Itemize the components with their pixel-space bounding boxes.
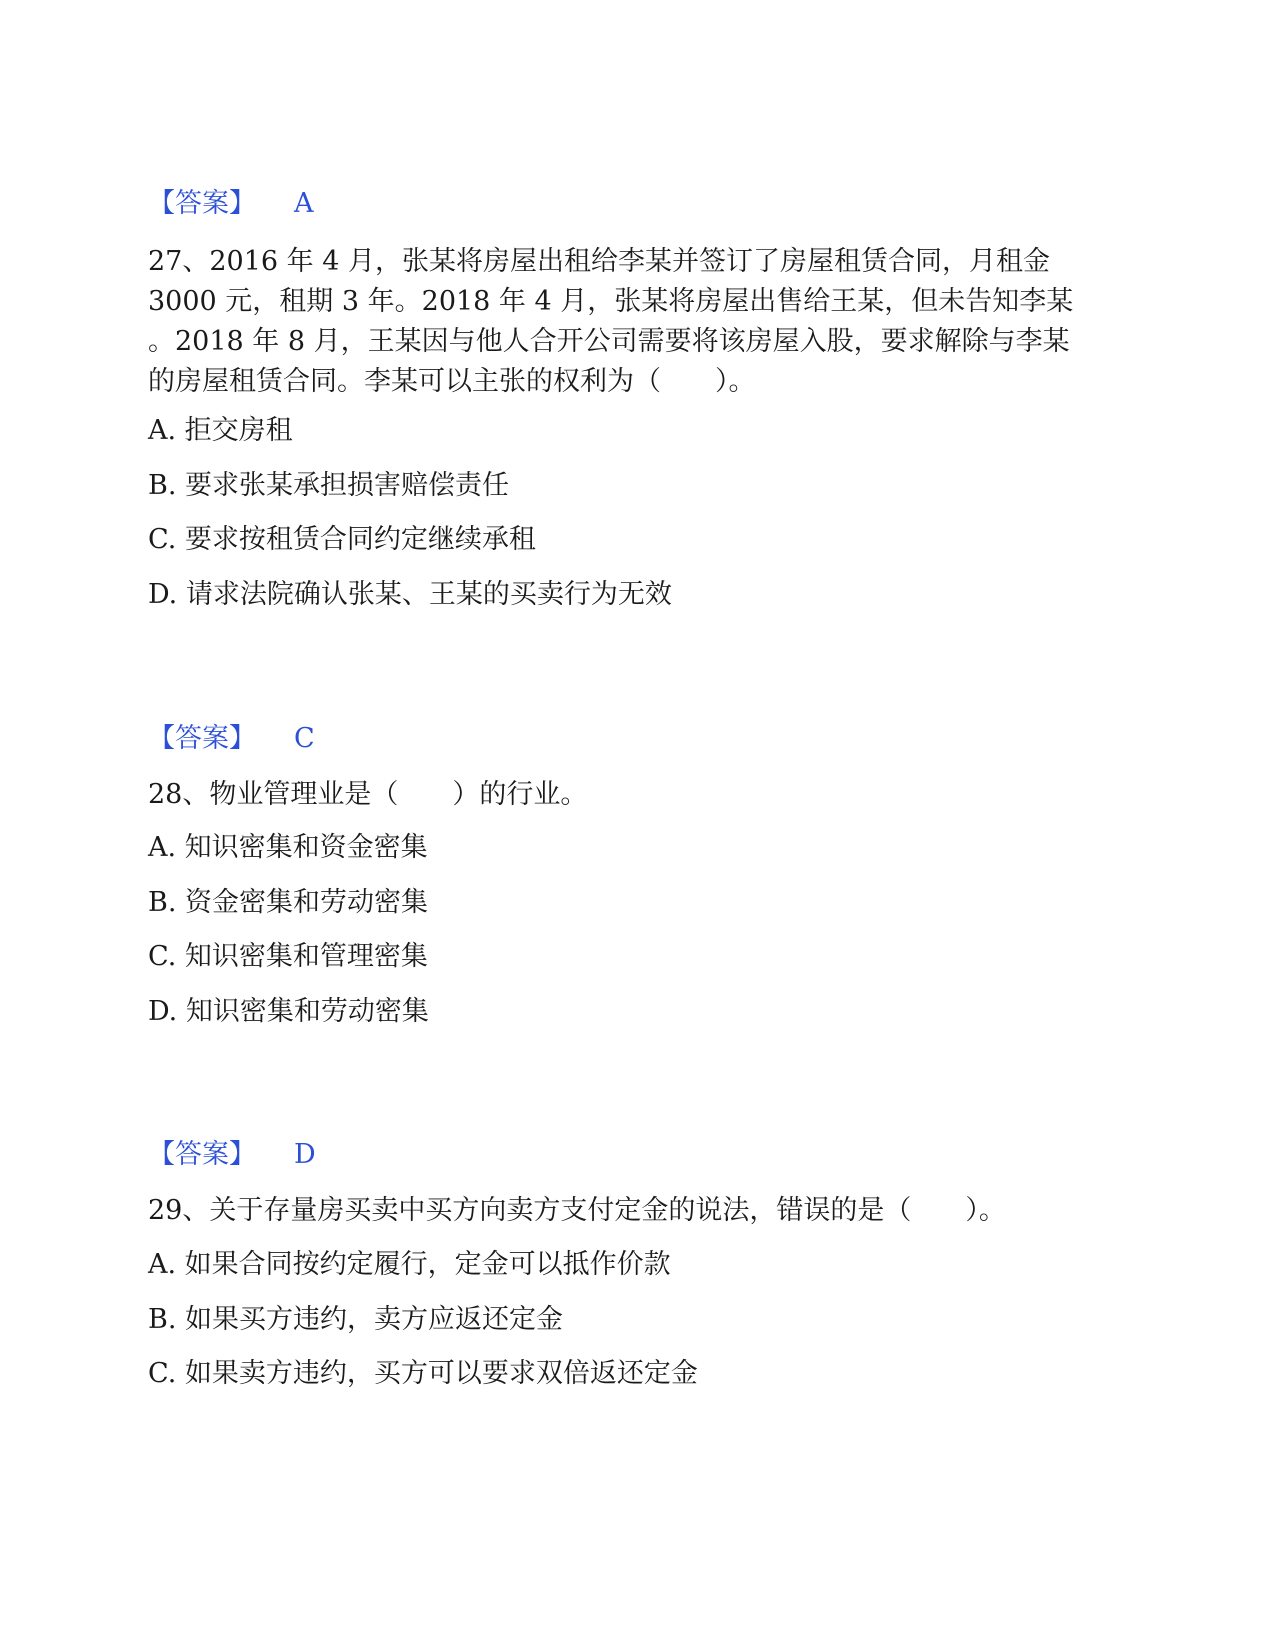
question-28-option-a: A. 知识密集和资金密集 — [148, 832, 428, 863]
answer-line — [148, 1137, 316, 1173]
question-28-option-c: C. 知识密集和管理密集 — [148, 941, 428, 972]
question-line: 3000 元，租期 3 年。2018 年 4 月，张某将房屋出售给王某，但未告知李某 — [148, 286, 1074, 317]
question-29-stem — [148, 1191, 1128, 1231]
question-line: 29、关于存量房买卖中买方向卖方支付定金的说法，错误的是（ ）。 — [148, 1195, 1006, 1226]
answer-line — [148, 186, 314, 222]
question-27-option-d: D. 请求法院确认张某、王某的买卖行为无效 — [148, 579, 672, 610]
question-27-option-a: A. 拒交房租 — [148, 415, 293, 446]
answer-value: A — [294, 188, 314, 219]
question-line: 28、物业管理业是（ ）的行业。 — [148, 779, 588, 810]
answer-label: 【答案】 — [148, 723, 256, 754]
answer-label: 【答案】 — [148, 188, 256, 219]
question-29-option-c: C. 如果卖方违约，买方可以要求双倍返还定金 — [148, 1358, 698, 1389]
question-line: 的房屋租赁合同。李某可以主张的权利为（ ）。 — [148, 366, 756, 397]
question-29-option-b: B. 如果买方违约，卖方应返还定金 — [148, 1304, 564, 1335]
question-27-option-c: C. 要求按租赁合同约定继续承租 — [148, 524, 536, 555]
answer-label: 【答案】 — [148, 1139, 256, 1170]
question-28-option-d: D. 知识密集和劳动密集 — [148, 996, 429, 1027]
question-29-option-a: A. 如果合同按约定履行，定金可以抵作价款 — [148, 1249, 671, 1280]
answer-value: C — [294, 723, 315, 754]
question-line: 27、2016 年 4 月，张某将房屋出租给李某并签订了房屋租赁合同，月租金 — [148, 246, 1050, 277]
question-27-option-b: B. 要求张某承担损害赔偿责任 — [148, 470, 510, 501]
question-line: 。2018 年 8 月，王某因与他人合开公司需要将该房屋入股，要求解除与李某 — [148, 326, 1070, 357]
answer-value: D — [294, 1139, 316, 1170]
question-28-option-b: B. 资金密集和劳动密集 — [148, 887, 429, 918]
answer-line — [148, 721, 315, 757]
question-28-stem — [148, 775, 1128, 815]
question-27-stem — [148, 242, 1128, 402]
